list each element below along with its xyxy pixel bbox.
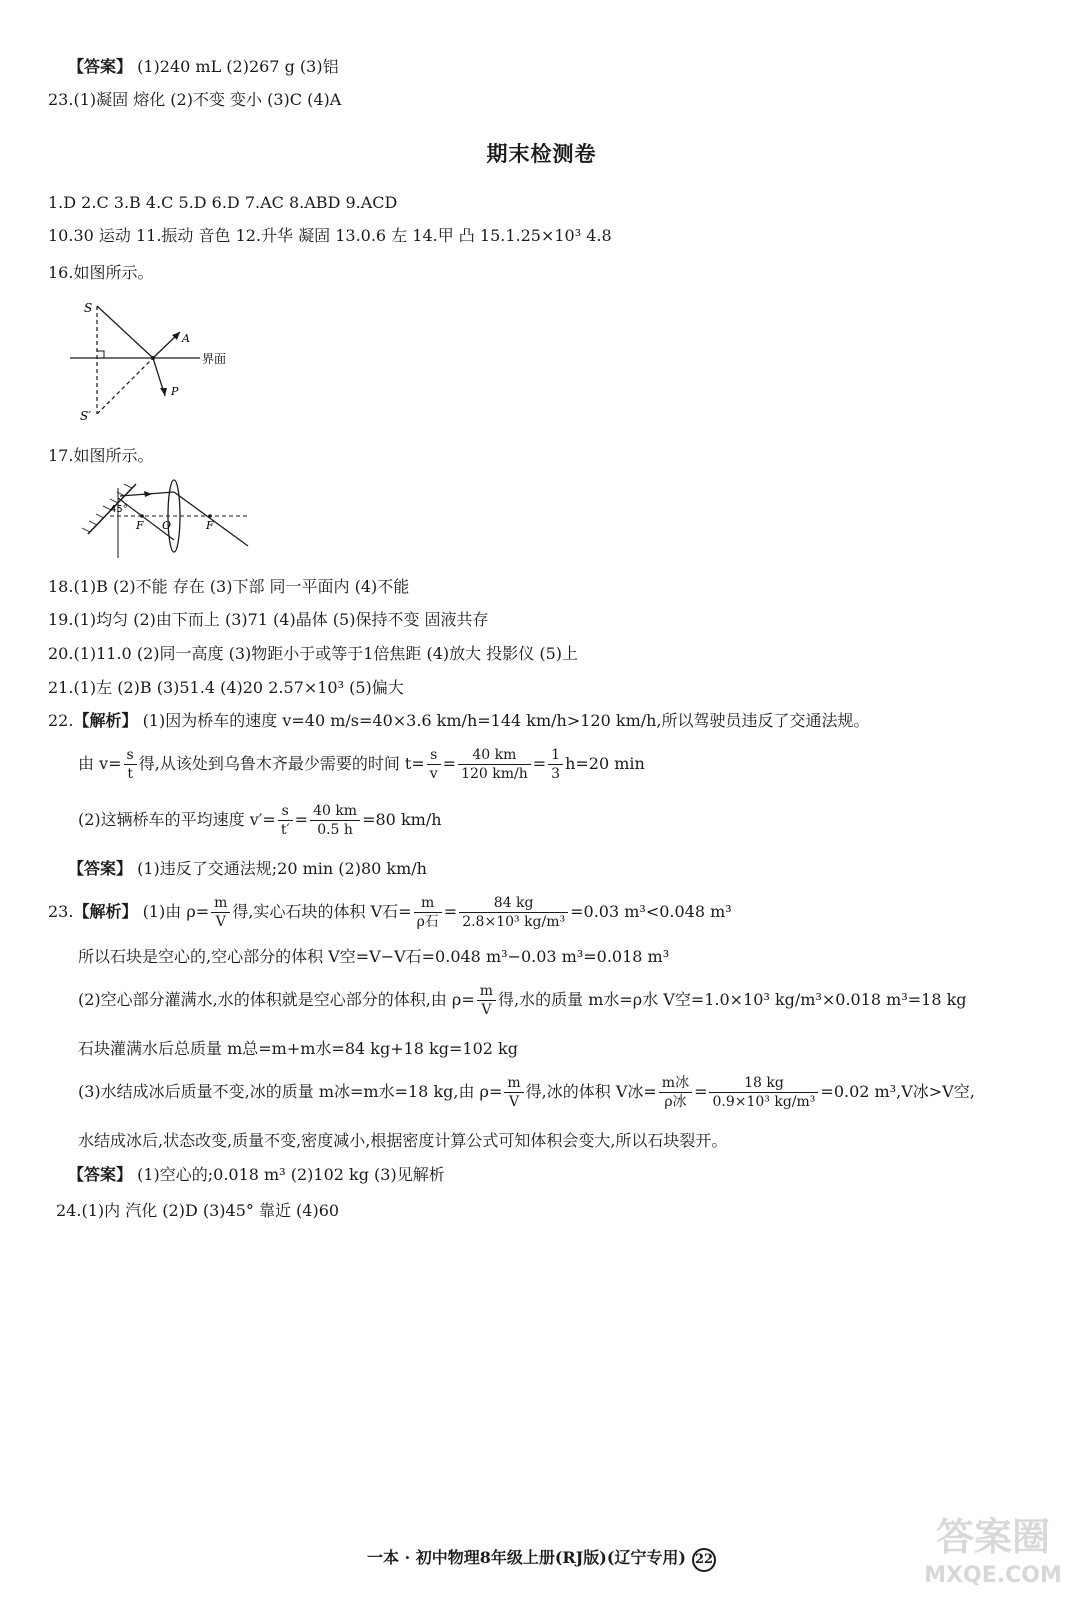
- frac-den: 120 km/h: [461, 766, 528, 782]
- frac-num: s: [427, 746, 441, 765]
- watermark-text-top: 答案圈: [935, 1515, 1051, 1559]
- q17-label-f-right: F: [206, 519, 214, 532]
- frac-den: ρ石: [416, 914, 439, 930]
- watermark-logo: [923, 1500, 1063, 1592]
- frac-den: ρ冰: [664, 1094, 687, 1110]
- q23-l5-frac1: [504, 1074, 523, 1111]
- answer-text: (1)违反了交通法规;20 min (2)80 km/h: [137, 859, 427, 878]
- q22-l2-mid: 得,从该处到乌鲁木齐最少需要的时间 t=: [138, 754, 425, 773]
- frac-num: s: [278, 802, 293, 821]
- answer-label: 【答案】: [68, 859, 133, 878]
- q23-l5-post: =0.02 m³,V冰>V空,: [820, 1082, 975, 1101]
- q22-line2: [78, 744, 645, 784]
- frac-den: V: [215, 914, 226, 930]
- q23-l1-pre: (1)由 ρ=: [142, 902, 210, 921]
- q22-l2-post: h=20 min: [565, 754, 645, 773]
- q22-l3-post: =80 km/h: [362, 810, 442, 829]
- q23-line4: 石块灌满水后总质量 m总=m+m水=84 kg+18 kg=102 kg: [78, 1039, 518, 1058]
- q23-answer: [68, 1164, 445, 1186]
- q23-l1-frac3: [459, 894, 568, 931]
- frac-num: m: [414, 894, 442, 913]
- q18-line: 18.(1)B (2)不能 存在 (3)下部 同一平面内 (4)不能: [48, 577, 410, 596]
- q23-l1-frac1: [211, 894, 230, 931]
- q23-l5-pre: (3)水结成冰后质量不变,冰的质量 m冰=m水=18 kg,由 ρ=: [78, 1082, 503, 1101]
- q23-line6: 水结成冰后,状态改变,质量不变,密度减小,根据密度计算公式可知体积会变大,所以石块裂开。: [78, 1131, 728, 1150]
- q23-num: 23.: [48, 902, 74, 921]
- q22-l3-frac1: [278, 802, 293, 839]
- q22-l2-frac1: [124, 746, 137, 783]
- frac-num: m冰: [659, 1074, 692, 1093]
- frac-den: t′: [280, 822, 290, 838]
- q21-line: 21.(1)左 (2)B (3)51.4 (4)20 2.57×10³ (5)偏大: [48, 678, 404, 697]
- frac-den: 0.5 h: [317, 822, 353, 838]
- frac-num: 18 kg: [709, 1074, 818, 1093]
- q23-l1-eq: =: [443, 902, 458, 921]
- answer-label: 【答案】: [68, 1165, 133, 1184]
- mc-answers: 1.D 2.C 3.B 4.C 5.D 6.D 7.AC 8.ABD 9.ACD: [48, 193, 398, 212]
- section-title: 期末检测卷: [486, 142, 597, 166]
- frac-num: m: [477, 982, 496, 1001]
- q23-l1-mid: 得,实心石块的体积 V石=: [232, 902, 412, 921]
- q17-label-angle: 45°: [110, 504, 128, 515]
- q23-line5: [78, 1072, 975, 1112]
- q16-diagram: [60, 296, 260, 428]
- q22-l3-eq: =: [294, 810, 309, 829]
- answer-label: 【答案】: [68, 57, 133, 76]
- q23-l3-frac: [477, 982, 496, 1019]
- fill-answers: 10.30 运动 11.振动 音色 12.升华 凝固 13.0.6 左 14.甲 凸 15.1.25×10³ 4.8: [48, 226, 612, 245]
- q16-label-interface: 界面: [202, 352, 227, 366]
- q16-text: 16.如图所示。: [48, 263, 154, 282]
- q23-l1-post: =0.03 m³<0.048 m³: [570, 902, 732, 921]
- q19-line: 19.(1)均匀 (2)由下而上 (3)71 (4)晶体 (5)保持不变 固液共存: [48, 610, 489, 629]
- q23-line3: [78, 980, 967, 1020]
- q16-label-s-prime: S′: [80, 409, 91, 423]
- frac-den: v: [429, 766, 438, 782]
- q16-label-p: P: [171, 385, 179, 398]
- q17-text: 17.如图所示。: [48, 446, 154, 465]
- frac-num: 40 km: [310, 802, 360, 821]
- q23-top-line: 23.(1)凝固 熔化 (2)不变 变小 (3)C (4)A: [48, 90, 342, 109]
- frac-num: s: [124, 746, 137, 765]
- q23-l5-frac3: [709, 1074, 818, 1111]
- q22-l3-pre: (2)这辆桥车的平均速度 v′=: [78, 810, 276, 829]
- frac-num: 1: [548, 746, 563, 765]
- q22-line1: [48, 710, 870, 732]
- q23-l1-frac2: [414, 894, 442, 931]
- q22-l2-frac3: [458, 746, 531, 783]
- frac-den: V: [481, 1002, 492, 1018]
- q17-diagram: [70, 476, 260, 566]
- q23-l5-frac2: [659, 1074, 692, 1111]
- footer-text: 一本 · 初中物理8年级上册(RJ版)(辽宁专用): [367, 1548, 686, 1567]
- q22-l2-eq2: =: [532, 754, 547, 773]
- frac-den: 0.9×10³ kg/m³: [712, 1094, 816, 1110]
- answer-text: (1)空心的;0.018 m³ (2)102 kg (3)见解析: [137, 1165, 445, 1184]
- frac-num: m: [504, 1074, 523, 1093]
- q22-l2-frac2: [427, 746, 441, 783]
- q23-l3-post: 得,水的质量 m水=ρ水 V空=1.0×10³ kg/m³×0.018 m³=18 kg: [498, 990, 967, 1009]
- top-answer-line: [68, 56, 339, 78]
- q17-label-f-left: F: [136, 519, 144, 532]
- q23-line1: [48, 892, 732, 932]
- q23-l3-pre: (2)空心部分灌满水,水的体积就是空心部分的体积,由 ρ=: [78, 990, 475, 1009]
- frac-num: 40 km: [458, 746, 531, 765]
- q17-label-o: O: [162, 519, 172, 532]
- q22-l2-pre: 由 v=: [78, 754, 122, 773]
- page-number: 22: [692, 1548, 716, 1572]
- frac-den: 2.8×10³ kg/m³: [462, 914, 566, 930]
- q22-line1-text: (1)因为桥车的速度 v=40 m/s=40×3.6 km/h=144 km/h>120 km/h,所以驾驶员违反了交通法规。: [142, 711, 870, 730]
- frac-num: 84 kg: [459, 894, 568, 913]
- answer-text: (1)240 mL (2)267 g (3)铝: [137, 57, 339, 76]
- q16-label-s: S: [84, 301, 93, 315]
- q22-l2-eq: =: [442, 754, 457, 773]
- q23-l5-mid: 得,冰的体积 V冰=: [525, 1082, 657, 1101]
- q22-l3-frac2: [310, 802, 360, 839]
- page-footer: [0, 1545, 1083, 1572]
- q22-analysis-label: 【解析】: [73, 711, 138, 730]
- q22-answer: [68, 858, 427, 880]
- q23-l5-eq: =: [694, 1082, 708, 1101]
- q22-l2-frac4: [548, 746, 563, 783]
- frac-num: m: [211, 894, 230, 913]
- watermark-text-bottom: MXQE.COM: [924, 1563, 1062, 1588]
- q22-line3: [78, 800, 442, 840]
- q22-num: 22.: [48, 711, 74, 730]
- q16-label-a: A: [182, 332, 190, 345]
- q24-line: 24.(1)内 汽化 (2)D (3)45° 靠近 (4)60: [56, 1201, 340, 1220]
- q20-line: 20.(1)11.0 (2)同一高度 (3)物距小于或等于1倍焦距 (4)放大 投影仪 (5)上: [48, 644, 579, 663]
- q23-analysis-label: 【解析】: [73, 902, 138, 921]
- frac-den: V: [508, 1094, 520, 1110]
- q23-line2: 所以石块是空心的,空心部分的体积 V空=V−V石=0.048 m³−0.03 m³=0.018 m³: [78, 947, 670, 966]
- frac-den: 3: [551, 766, 561, 782]
- frac-den: t: [127, 766, 133, 782]
